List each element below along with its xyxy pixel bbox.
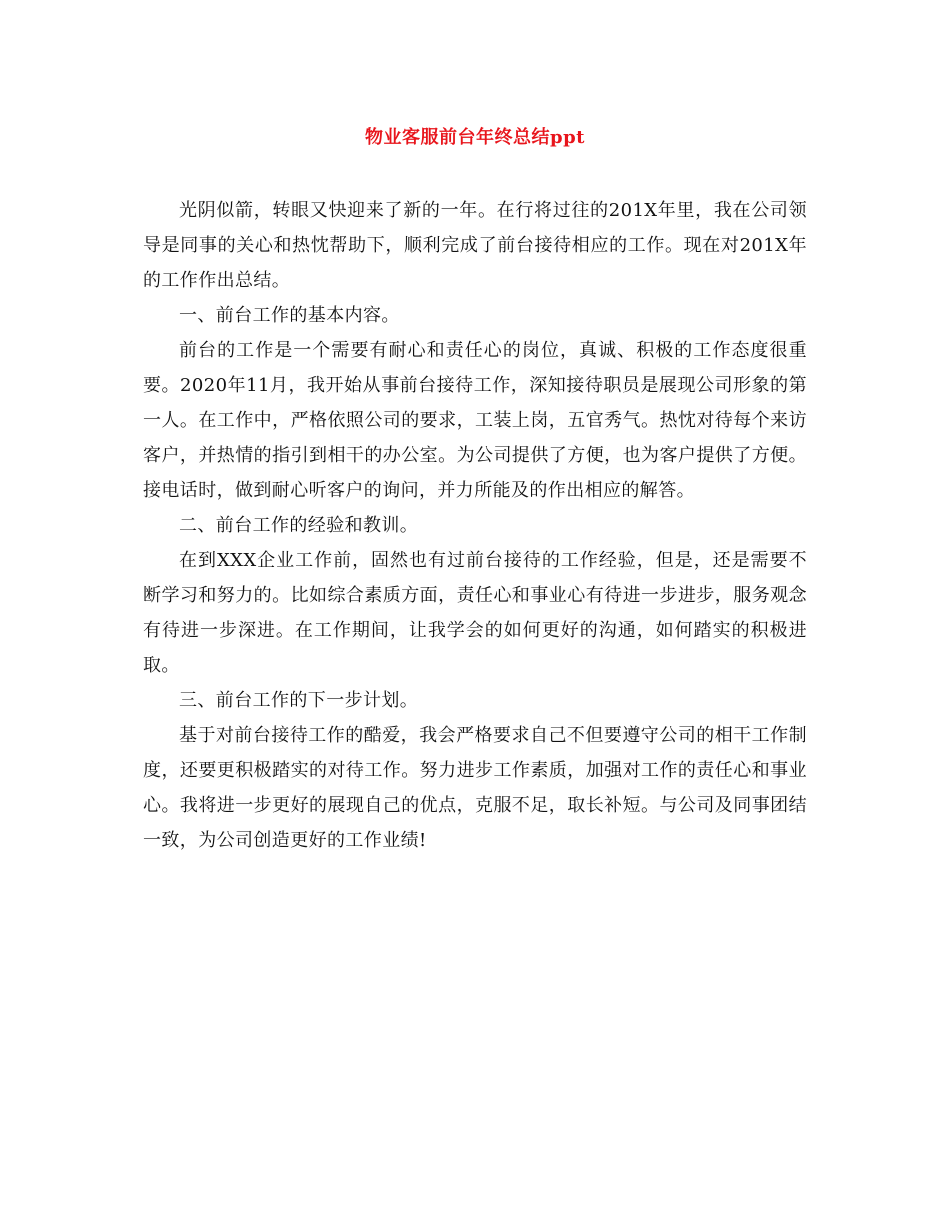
paragraph-section-3: 基于对前台接待工作的酷爱，我会严格要求自己不但要遵守公司的相干工作制度，还要更积极踏实的对待工作。努力进步工作素质，加强对工作的责任心和事业心。我将进一步更好的展现自己的优点，克服不足，取长补短。与公司及同事团结一致，为公司创造更好的工作业绩! xyxy=(143,725,807,851)
paragraph-section-1: 前台的工作是一个需要有耐心和责任心的岗位，真诚、积极的工作态度很重要。2020年11月，我开始从事前台接待工作，深知接待职员是展现公司形象的第一人。在工作中，严格依照公司的要求，工装上岗，五官秀气。热忱对待每个来访客户，并热情的指引到相干的办公室。为公司提供了方便，也为客户提供了方便。接电话时，做到耐心听客户的询问，并力所能及的作出相应的解答。 xyxy=(143,340,807,501)
paragraph-intro: 光阴似箭，转眼又快迎来了新的一年。在行将过往的201X年里，我在公司领导是同事的关心和热忱帮助下，顺利完成了前台接待相应的工作。现在对201X年的工作作出总结。 xyxy=(143,200,807,291)
section-heading-1: 一、前台工作的基本内容。 xyxy=(179,305,400,326)
section-heading-2: 二、前台工作的经验和教训。 xyxy=(179,515,419,536)
document-title: 物业客服前台年终总结ppt xyxy=(365,127,585,148)
paragraph-section-2: 在到XXX企业工作前，固然也有过前台接待的工作经验，但是，还是需要不断学习和努力的。比如综合素质方面，责任心和事业心有待进一步进步，服务观念有待进一步深进。在工作期间，让我学会的如何更好的沟通，如何踏实的积极进取。 xyxy=(143,550,807,676)
section-heading-3: 三、前台工作的下一步计划。 xyxy=(179,690,419,711)
document-body xyxy=(143,193,807,858)
